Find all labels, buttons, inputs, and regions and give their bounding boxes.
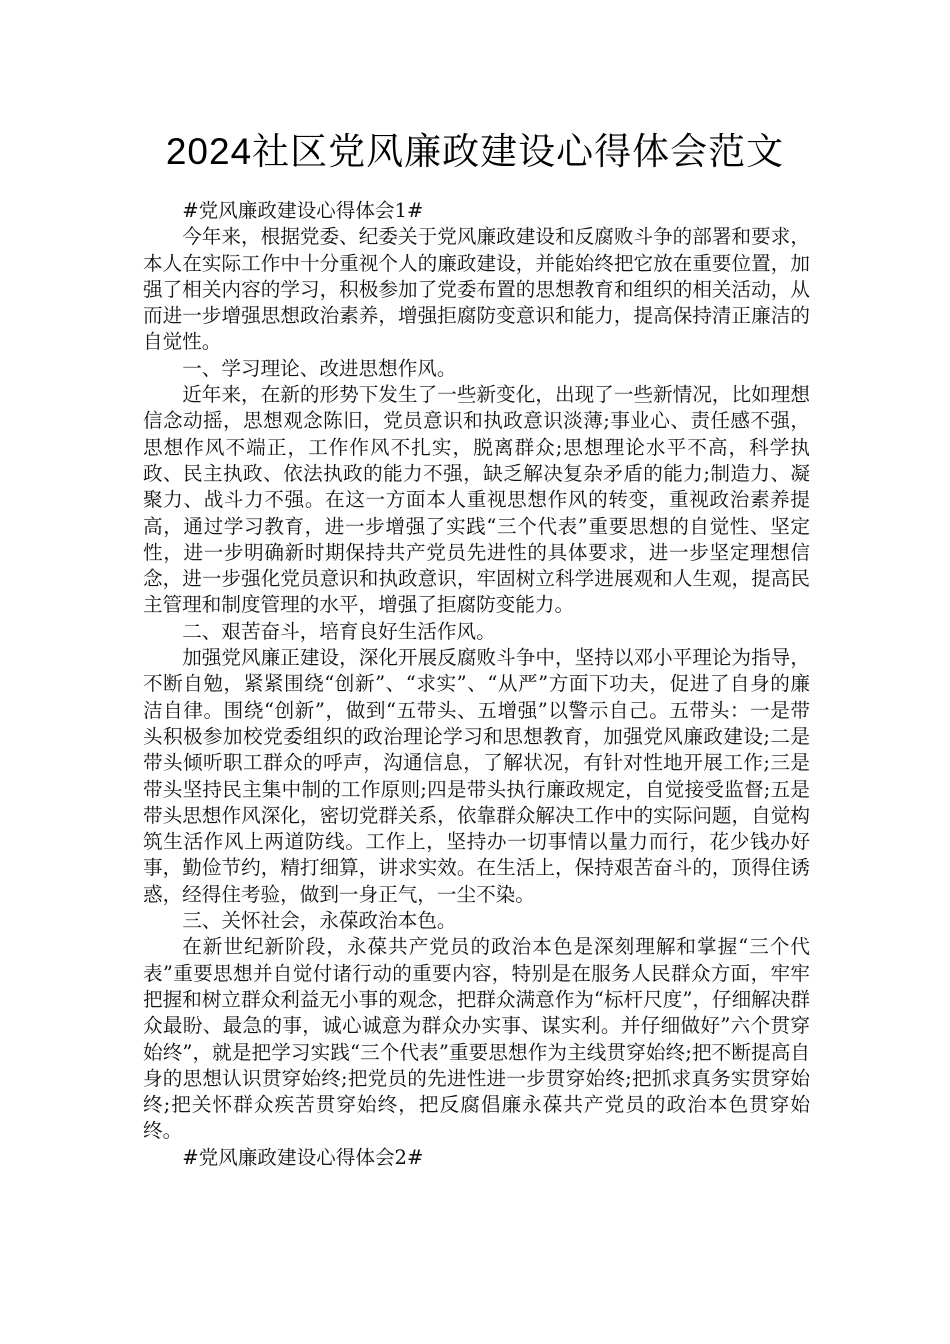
section-heading: #党风廉政建设心得体会2# <box>182 1145 424 1169</box>
section-heading: 二、艰苦奋斗，培育良好生活作风。 <box>182 619 496 643</box>
body-paragraph: 近年来，在新的形势下发生了一些新变化，出现了一些新情况，比如理想信念动摇，思想观念陈旧，党员意识和执政意识淡薄;事业心、责任感不强，思想作风不端正，工作作风不扎实，脱离群众;思想理论水平不高，科学执政、民主执政、依法执政的能力不强，缺乏解决复杂矛盾的能力;制造力、凝聚力、战斗力不强。在这一方面本人重视思想作风的转变，重视政治素养提高，通过学习教育，进一步增强了实践“三个代表”重要思想的自觉性、坚定性，进一步明确新时期保持共产党员先进性的具体要求，进一步坚定理想信念，进一步强化党员意识和执政意识，牢固树立科学进展观和人生观，提高民主管理和制度管理的水平，增强了拒腐防变能力。 <box>143 383 810 617</box>
body-paragraph: 今年来，根据党委、纪委关于党风廉政建设和反腐败斗争的部署和要求，本人在实际工作中十分重视个人的廉政建设，并能始终把它放在重要位置，加强了相关内容的学习，积极参加了党委布置的思想教育和组织的相关活动，从而进一步增强思想政治素养，增强拒腐防变意识和能力，提高保持清正廉洁的自觉性。 <box>143 225 810 354</box>
section-heading: 一、学习理论、改进思想作风。 <box>182 356 457 380</box>
document-body <box>143 198 810 1171</box>
section-heading: #党风廉政建设心得体会1# <box>182 199 424 222</box>
body-paragraph: 在新世纪新阶段，永葆共产党员的政治本色是深刻理解和掌握“三个代表”重要思想并自觉付诸行动的重要内容，特别是在服务人民群众方面，牢牢把握和树立群众利益无小事的观念，把群众满意作为“标杆尺度”，仔细解决群众最盼、最急的事，诚心诚意为群众办实事、谋实利。并仔细做好”六个贯穿始终”，就是把学习实践“三个代表”重要思想作为主线贯穿始终;把不断提高自身的思想认识贯穿始终;把党员的先进性进一步贯穿始终;把抓求真务实贯穿始终;把关怀群众疾苦贯穿始终，把反腐倡廉永葆共产党员的政治本色贯穿始终。 <box>143 935 810 1143</box>
section-heading: 三、关怀社会，永葆政治本色。 <box>182 909 457 933</box>
body-paragraph: 加强党风廉正建设，深化开展反腐败斗争中，坚持以邓小平理论为指导，不断自勉，紧紧围绕“创新”、“求实”、“从严”方面下功夫，促进了自身的廉洁自律。围绕“创新”，做到“五带头、五增强”以警示自己。五带头：一是带头积极参加校党委组织的政治理论学习和思想教育，加强党风廉政建设;二是带头倾听职工群众的呼声，沟通信息，了解状况，有针对性地开展工作;三是带头坚持民主集中制的工作原则;四是带头执行廉政规定，自觉接受监督;五是带头思想作风深化，密切党群关系，依靠群众解决工作中的实际问题，自觉构筑生活作风上两道防线。工作上，坚持办一切事情以量力而行，花少钱办好事，勤俭节约，精打细算，讲求实效。在生活上，保持艰苦奋斗的，顶得住诱惑，经得住考验，做到一身正气，一尘不染。 <box>143 646 810 906</box>
document-title: 2024社区党风廉政建设心得体会范文 <box>165 131 785 172</box>
